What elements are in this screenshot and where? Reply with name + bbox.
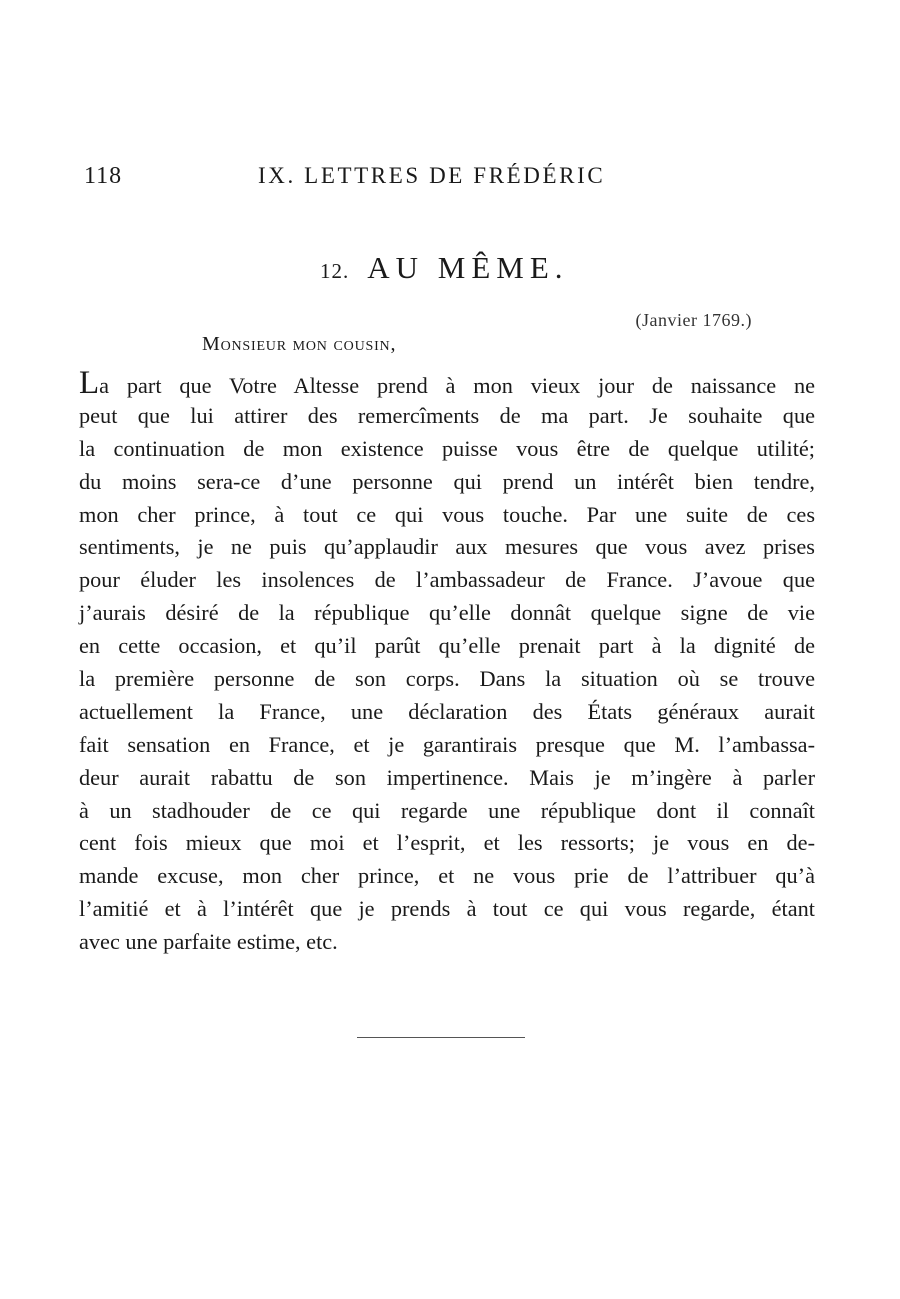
body-line: l’amitié et à l’intérêt que je prends à tout ce qui vous regarde, étant: [79, 896, 815, 922]
body-line: [79, 367, 815, 400]
drop-initial: L: [79, 365, 100, 401]
body-line: cent fois mieux que moi et l’esprit, et les ressorts; je vous en de-: [79, 830, 815, 856]
body-line: pour éluder les insolences de l’ambassadeur de France. J’avoue que: [79, 567, 815, 593]
salutation: Monsieur mon cousin,: [202, 333, 397, 355]
body-line-text: a part que Votre Altesse prend à mon vieux jour de naissance ne: [99, 373, 815, 398]
letter-date: (Janvier 1769.): [635, 310, 752, 330]
body-line: sentiments, je ne puis qu’applaudir aux mesures que vous avez prises: [79, 534, 815, 560]
body-line: fait sensation en France, et je garantirais presque que M. l’ambassa-: [79, 731, 815, 757]
body-line: en cette occasion, et qu’il parût qu’elle prenait part à la dignité de: [79, 633, 815, 659]
page-number: 118: [84, 163, 123, 189]
body-line: avec une parfaite estime, etc.: [79, 929, 338, 955]
closing-rule: [357, 1037, 525, 1038]
running-head: IX. LETTRES DE FRÉDÉRIC: [258, 163, 606, 188]
body-line: actuellement la France, une déclaration des États généraux aurait: [79, 698, 815, 724]
body-line: la première personne de son corps. Dans la situation où se trouve: [79, 666, 815, 692]
letter-body: [79, 367, 815, 959]
letter-number: 12.: [320, 259, 350, 283]
body-line: la continuation de mon existence puisse vous être de quelque utilité;: [79, 435, 815, 461]
body-line: deur aurait rabattu de son impertinence. Mais je m’ingère à parler: [79, 764, 815, 790]
body-line: peut que lui attirer des remercîments de ma part. Je souhaite que: [79, 402, 815, 428]
body-line: j’aurais désiré de la république qu’elle donnât quelque signe de vie: [79, 600, 815, 626]
body-line: mon cher prince, à tout ce qui vous touche. Par une suite de ces: [79, 501, 815, 527]
letter-title: [320, 250, 569, 286]
body-line: du moins sera-ce d’une personne qui prend un intérêt bien tendre,: [79, 468, 815, 494]
letter-heading: AU MÊME.: [367, 250, 569, 285]
body-line: à un stadhouder de ce qui regarde une république dont il connaît: [79, 797, 815, 823]
body-line: mande excuse, mon cher prince, et ne vous prie de l’attribuer qu’à: [79, 863, 815, 889]
